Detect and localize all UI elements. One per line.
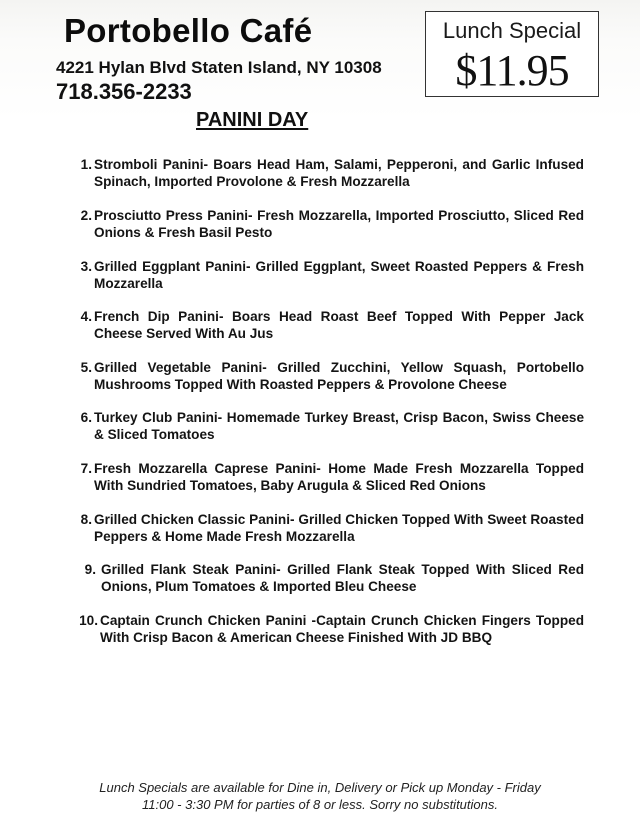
footer-line-hours: 11:00 - 3:30 PM for parties of 8 or less. Sorry no substitutions.: [142, 797, 498, 812]
menu-item-description: Stromboli Panini- Boars Head Ham, Salami, Pepperoni, and Garlic Infused Spinach, Imported Provolone & Fresh Mozzarella: [94, 157, 584, 189]
cafe-name: Portobello Café: [64, 12, 313, 49]
menu-item-description: Grilled Chicken Classic Panini- Grilled Chicken Topped With Sweet Roasted Peppers & Home Made Fresh Mozzarella: [94, 512, 584, 544]
menu-item-number: 9.: [84, 562, 96, 577]
menu-item-number: 2.: [80, 208, 92, 223]
footer-line-availability: Lunch Specials are available for Dine in, Delivery or Pick up Monday - Friday: [99, 780, 541, 795]
menu-item-description: Grilled Eggplant Panini- Grilled Eggplant, Sweet Roasted Peppers & Fresh Mozzarella: [94, 259, 584, 291]
section-title: PANINI DAY: [196, 109, 309, 131]
menu-item-description: Prosciutto Press Panini- Fresh Mozzarella, Imported Prosciutto, Sliced Red Onions & Fresh Basil Pesto: [94, 208, 584, 240]
menu-item-description: French Dip Panini- Boars Head Roast Beef Topped With Pepper Jack Cheese Served With Au Jus: [94, 309, 584, 341]
lunch-special-price: $11.95: [455, 46, 569, 95]
cafe-phone: 718.356-2233: [56, 79, 192, 104]
menu-item-number: 6.: [80, 410, 92, 425]
menu-item-number: 8.: [80, 512, 92, 527]
menu-item-number: 4.: [80, 309, 92, 324]
menu-item-description: Grilled Vegetable Panini- Grilled Zucchini, Yellow Squash, Portobello Mushrooms Topped With Roasted Peppers & Provolone Cheese: [94, 360, 584, 392]
lunch-special-box: [425, 11, 599, 97]
menu-item-number: 10.: [79, 613, 98, 628]
menu-item-description: Grilled Flank Steak Panini- Grilled Flank Steak Topped With Sliced Red Onions, Plum Tomatoes & Imported Bleu Cheese: [101, 562, 584, 594]
menu-item-number: 1.: [80, 157, 92, 172]
menu-item-number: 5.: [80, 360, 92, 375]
menu-item-description: Turkey Club Panini- Homemade Turkey Breast, Crisp Bacon, Swiss Cheese & Sliced Tomatoes: [94, 410, 584, 442]
cafe-address: 4221 Hylan Blvd Staten Island, NY 10308: [56, 58, 382, 77]
menu-item-description: Captain Crunch Chicken Panini -Captain Crunch Chicken Fingers Topped With Crisp Bacon & American Cheese Finished With JD BBQ: [100, 613, 584, 645]
menu-item-number: 3.: [80, 259, 92, 274]
footer-note: [0, 779, 640, 813]
menu-item-number: 7.: [80, 461, 92, 476]
menu-item-description: Fresh Mozzarella Caprese Panini- Home Made Fresh Mozzarella Topped With Sundried Tomatoes, Baby Arugula & Sliced Red Onions: [94, 461, 584, 493]
lunch-special-label: Lunch Special: [442, 18, 582, 43]
